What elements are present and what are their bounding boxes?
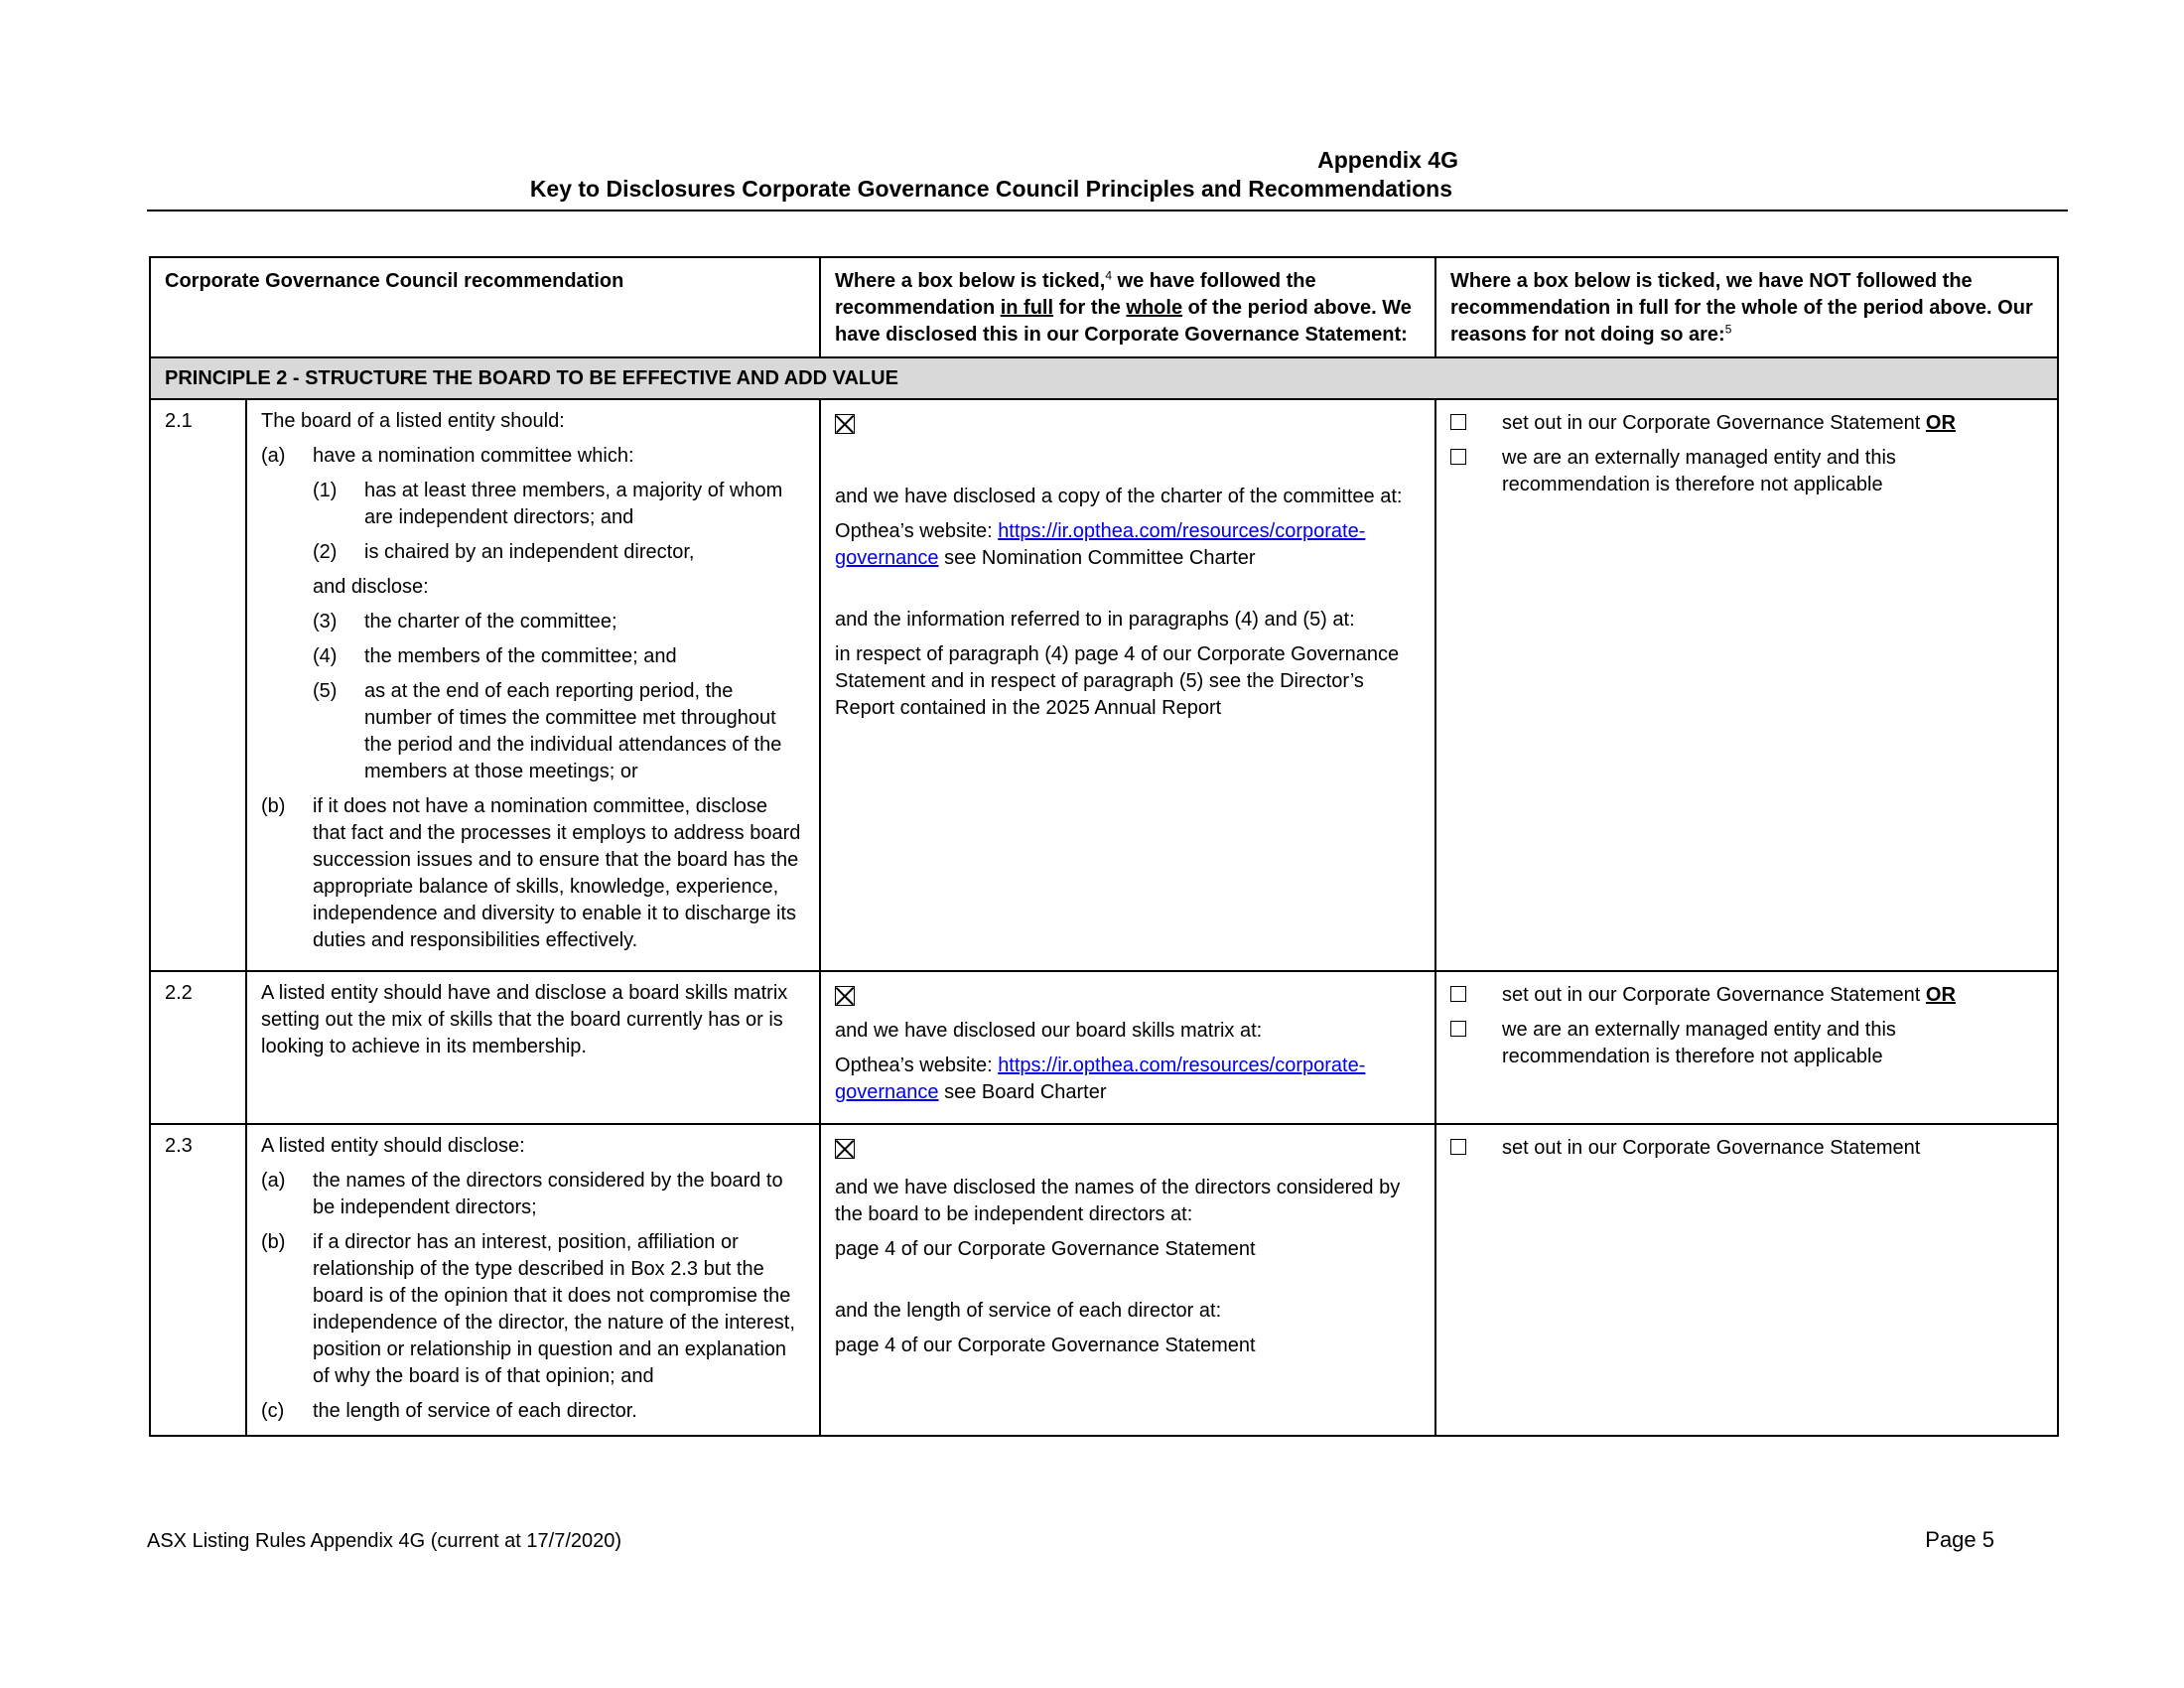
checked-checkbox[interactable]	[835, 986, 855, 1006]
checked-checkbox[interactable]	[835, 1139, 855, 1159]
governance-table	[149, 256, 2059, 1437]
footer-source: ASX Listing Rules Appendix 4G (current at 17/7/2020)	[147, 1530, 622, 1552]
not-followed-cell: set out in our Corporate Governance Statement OR we are an externally managed entity and this recommendation is therefore not applicable	[1435, 971, 2058, 1124]
recommendation-text: The board of a listed entity should: (a) have a nomination committee which: (1) has at least three members, a majority of whom are independent directors; and (2) is chaired by an independent director, and disclose: (3) the charter of the committee; (4) the members of the committee; and (5) as at the end of each reporting period, the number of times the committee met throughout the period and the individual attendances of the members at those meetings; or (b) if it does not have a nomination committee, disclose that fact and the processes it employs to address board succession issues and to ensure that the board has the appropriate balance of skills, knowledge, experience, independence and diversity to enable it to discharge its duties and responsibilities effectively.	[246, 399, 820, 971]
table-row	[150, 971, 2058, 1124]
appendix-label: Appendix 4G	[1317, 147, 1458, 173]
recommendation-text: A listed entity should have and disclose a board skills matrix setting out the mix of skills that the board currently has or is looking to achieve in its membership.	[246, 971, 820, 1124]
not-followed-cell: set out in our Corporate Governance Statement	[1435, 1124, 2058, 1436]
governance-link[interactable]: https://ir.opthea.com/resources/corporate-governance	[835, 520, 1366, 569]
recommendation-text: A listed entity should disclose: (a) the names of the directors considered by the board to be independent directors; (b) if a director has an interest, position, affiliation or relationship of the type described in Box 2.3 but the board is of the opinion that it does not compromise the independence of the director, the nature of the interest, position or relationship in question and an explanation of why the board is of that opinion; and (c) the length of service of each director.	[246, 1124, 820, 1436]
unchecked-checkbox[interactable]	[1450, 986, 1466, 1002]
page-number: Page 5	[1925, 1527, 1994, 1552]
page-title: Key to Disclosures Corporate Governance Council Principles and Recommendations	[529, 176, 1452, 202]
governance-link[interactable]: https://ir.opthea.com/resources/corporate-governance	[835, 1055, 1366, 1103]
recommendation-number: 2.1	[150, 399, 246, 971]
recommendation-number: 2.3	[150, 1124, 246, 1436]
table-row	[150, 399, 2058, 971]
unchecked-checkbox[interactable]	[1450, 449, 1466, 465]
table-row	[150, 1124, 2058, 1436]
column-header-recommendation: Corporate Governance Council recommendation	[150, 257, 820, 357]
header-rule	[147, 210, 2068, 211]
principle-heading: PRINCIPLE 2 - STRUCTURE THE BOARD TO BE EFFECTIVE AND ADD VALUE	[150, 357, 2058, 399]
unchecked-checkbox[interactable]	[1450, 1139, 1466, 1155]
followed-cell: and we have disclosed a copy of the charter of the committee at: Opthea’s website: https://ir.opthea.com/resources/corporate-governance see Nomination Committee Charter and the information referred to in paragraphs (4) and (5) at: in respect of paragraph (4) page 4 of our Corporate Governance Statement and in respect of paragraph (5) see the Director’s Report contained in the 2025 Annual Report	[820, 399, 1435, 971]
column-header-not-followed: Where a box below is ticked, we have NOT followed the recommendation in full for the whole of the period above. Our reasons for not doing so are:$^5$	[1435, 257, 2058, 357]
unchecked-checkbox[interactable]	[1450, 1021, 1466, 1037]
followed-cell: and we have disclosed the names of the directors considered by the board to be independent directors at: page 4 of our Corporate Governance Statement and the length of service of each director at: page 4 of our Corporate Governance Statement	[820, 1124, 1435, 1436]
recommendation-number: 2.2	[150, 971, 246, 1124]
not-followed-cell: set out in our Corporate Governance Statement OR we are an externally managed entity and this recommendation is therefore not applicable	[1435, 399, 2058, 971]
followed-cell: and we have disclosed our board skills matrix at: Opthea’s website: https://ir.opthea.com/resources/corporate-governance see Board Charter	[820, 971, 1435, 1124]
checked-checkbox[interactable]	[835, 414, 855, 434]
principle-row	[150, 357, 2058, 399]
unchecked-checkbox[interactable]	[1450, 414, 1466, 430]
column-header-followed: Where a box below is ticked,$^4$ we have followed the recommendation in full for the whole of the period above. We have disclosed this in our Corporate Governance Statement:	[820, 257, 1435, 357]
table-header-row	[150, 257, 2058, 357]
